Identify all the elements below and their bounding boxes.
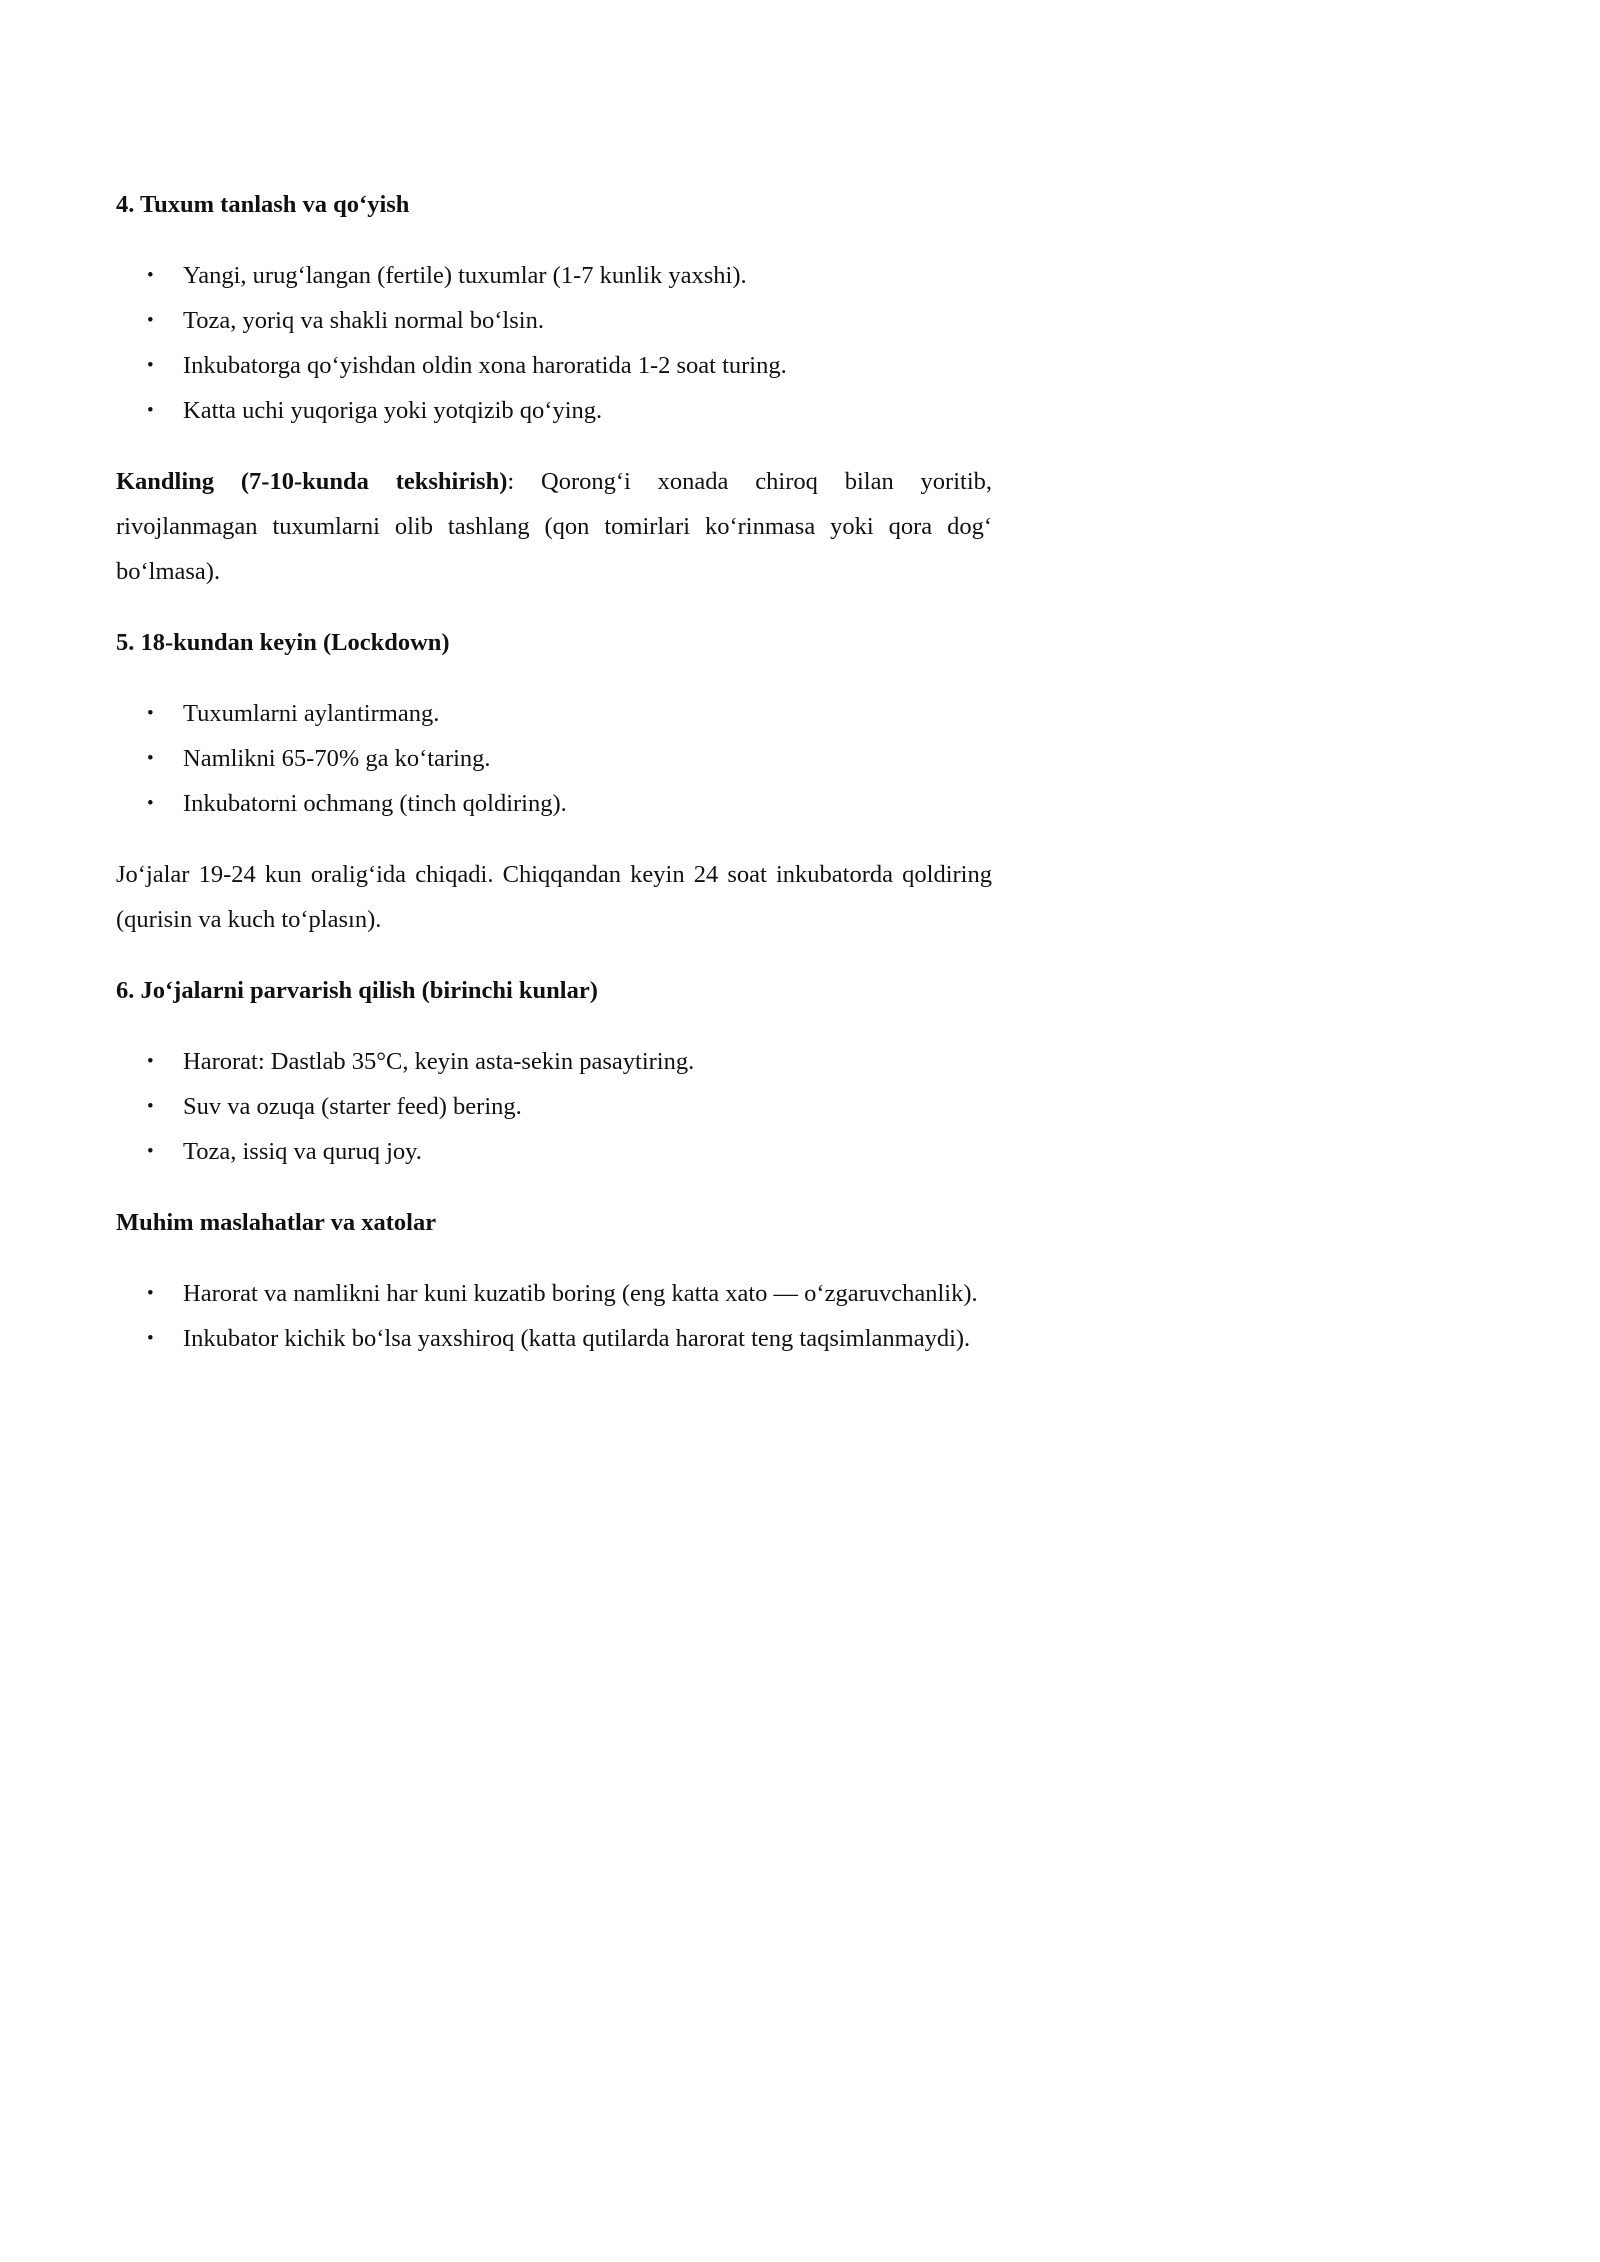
section-6-heading: 6. Jo‘jalarni parvarish qilish (birinchi kunlar)	[116, 977, 598, 1004]
list-item: • Harorat: Dastlab 35°C, keyin asta-sekin pasaytiring.	[116, 1039, 992, 1084]
section-4-heading: 4. Tuxum tanlash va qo‘yish	[116, 191, 410, 218]
list-item: • Namlikni 65-70% ga ko‘taring.	[116, 736, 992, 781]
list-item: • Yangi, urug‘langan (fertile) tuxumlar (1-7 kunlik yaxshi).	[116, 253, 992, 298]
bullet-icon: •	[147, 1096, 154, 1117]
list-item: • Toza, yoriq va shakli normal bo‘lsin.	[116, 298, 992, 343]
list-item: • Suv va ozuqa (starter feed) bering.	[116, 1084, 992, 1129]
bullet-icon: •	[147, 1051, 154, 1072]
tips-heading: Muhim maslahatlar va xatolar	[116, 1209, 437, 1236]
candling-paragraph	[116, 459, 992, 594]
hatching-paragraph: Jo‘jalar 19-24 kun oralig‘ida chiqadi. Chiqqandan keyin 24 soat inkubatorda qoldiring (qurisin va kuch to‘plasın).	[116, 861, 992, 933]
bullet-icon: •	[147, 1283, 154, 1304]
bullet-icon: •	[147, 355, 154, 376]
list-item: • Toza, issiq va quruq joy.	[116, 1129, 992, 1174]
list-item: • Inkubatorga qo‘yishdan oldin xona haroratida 1-2 soat turing.	[116, 343, 992, 388]
bullet-icon: •	[147, 703, 154, 724]
section-6-list	[116, 1039, 992, 1174]
list-item: • Harorat va namlikni har kuni kuzatib boring (eng katta xato — o‘zgaruvchanlik).	[116, 1271, 992, 1316]
bullet-icon: •	[147, 400, 154, 421]
section-5-list	[116, 691, 992, 826]
candling-label: Kandling (7-10-kunda tekshirish)	[116, 468, 508, 495]
section-5-heading: 5. 18-kundan keyin (Lockdown)	[116, 629, 450, 656]
bullet-icon: •	[147, 265, 154, 286]
tips-list	[116, 1271, 992, 1361]
bullet-icon: •	[147, 1328, 154, 1349]
list-item: • Tuxumlarni aylantirmang.	[116, 691, 992, 736]
list-item: • Inkubator kichik bo‘lsa yaxshiroq (katta qutilarda harorat teng taqsimlanmaydi).	[116, 1316, 992, 1361]
list-item: • Inkubatorni ochmang (tinch qoldiring).	[116, 781, 992, 826]
bullet-icon: •	[147, 748, 154, 769]
bullet-icon: •	[147, 310, 154, 331]
section-4-list	[116, 253, 992, 433]
bullet-icon: •	[147, 793, 154, 814]
bullet-icon: •	[147, 1141, 154, 1162]
candling-text: : Qorong‘i xonada chiroq bilan yoritib, rivojlanmagan tuxumlarni olib tashlang (qon tomirlari ko‘rinmasa yoki qora dog‘ bo‘lmasa).	[116, 468, 993, 585]
document-page	[116, 182, 992, 1387]
list-item: • Katta uchi yuqoriga yoki yotqizib qo‘ying.	[116, 388, 992, 433]
